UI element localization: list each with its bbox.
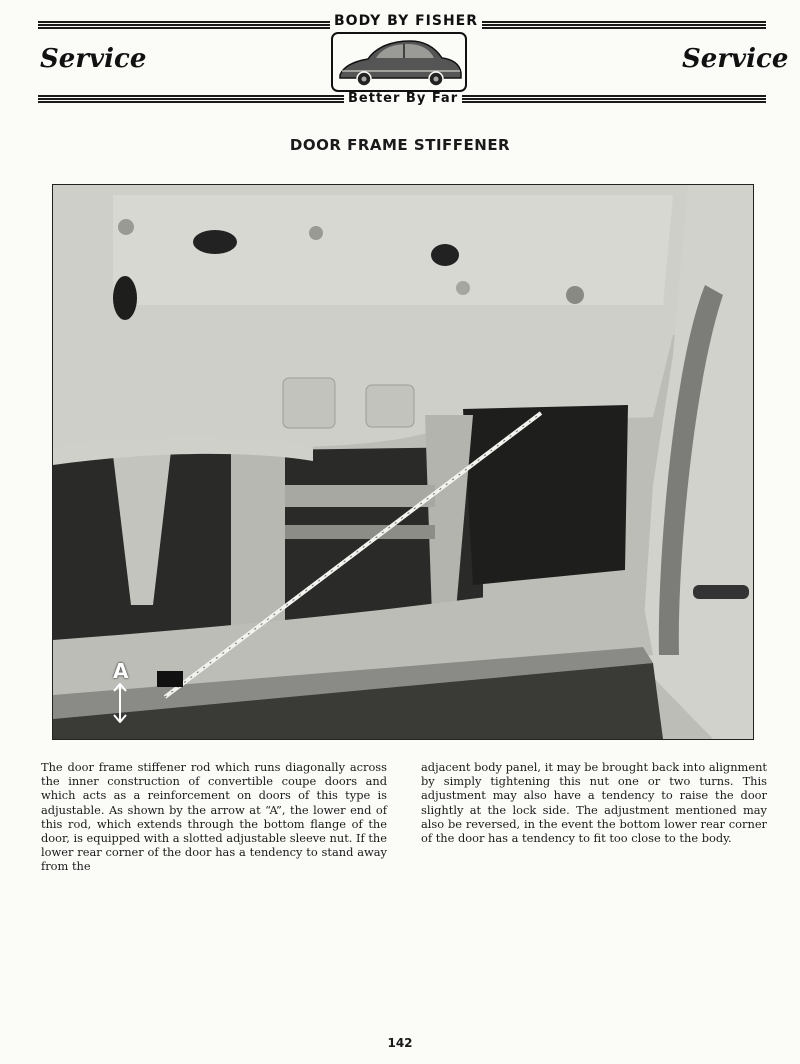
header-rule-bottom-right	[458, 95, 766, 103]
service-script-right: Service	[682, 44, 789, 74]
fisher-car-icon	[330, 31, 468, 93]
page-title: DOOR FRAME STIFFENER	[289, 136, 511, 154]
page-number: 142	[387, 1036, 413, 1050]
door-panel-photo	[52, 184, 754, 740]
header-bottom-banner: Better By Far	[344, 91, 462, 106]
header-rule-bottom-left	[38, 95, 344, 103]
arrow-icon	[111, 683, 129, 723]
body-text-column-1: The door frame stiffener rod which runs diagonally across the inner construction of convertible coupe doors and which acts as a reinforcement on doors of this type is adjustable. As shown by the arrow at “A”, the lower end of this rod, which extends through the bottom flange of the door, is equipped with a slotted adjustable sleeve nut. If the lower rear corner of the door has a tendency to stand away from the	[41, 760, 388, 874]
header-rule-top-left	[38, 21, 330, 29]
callout-label-a: A	[113, 659, 129, 683]
header-top-banner: BODY BY FISHER	[330, 13, 482, 29]
header-rule-top-right	[470, 21, 766, 29]
body-text-column-2: adjacent body panel, it may be brought back into alignment by simply tightening this nut one or two turns. This adjustment may also have a tendency to raise the door slightly at the lock side. The adjustment mentioned may also be reversed, in the event the bottom lower rear corner of the door has a tendency to fit too close to the body.	[421, 760, 767, 846]
service-script-left: Service	[40, 44, 147, 74]
